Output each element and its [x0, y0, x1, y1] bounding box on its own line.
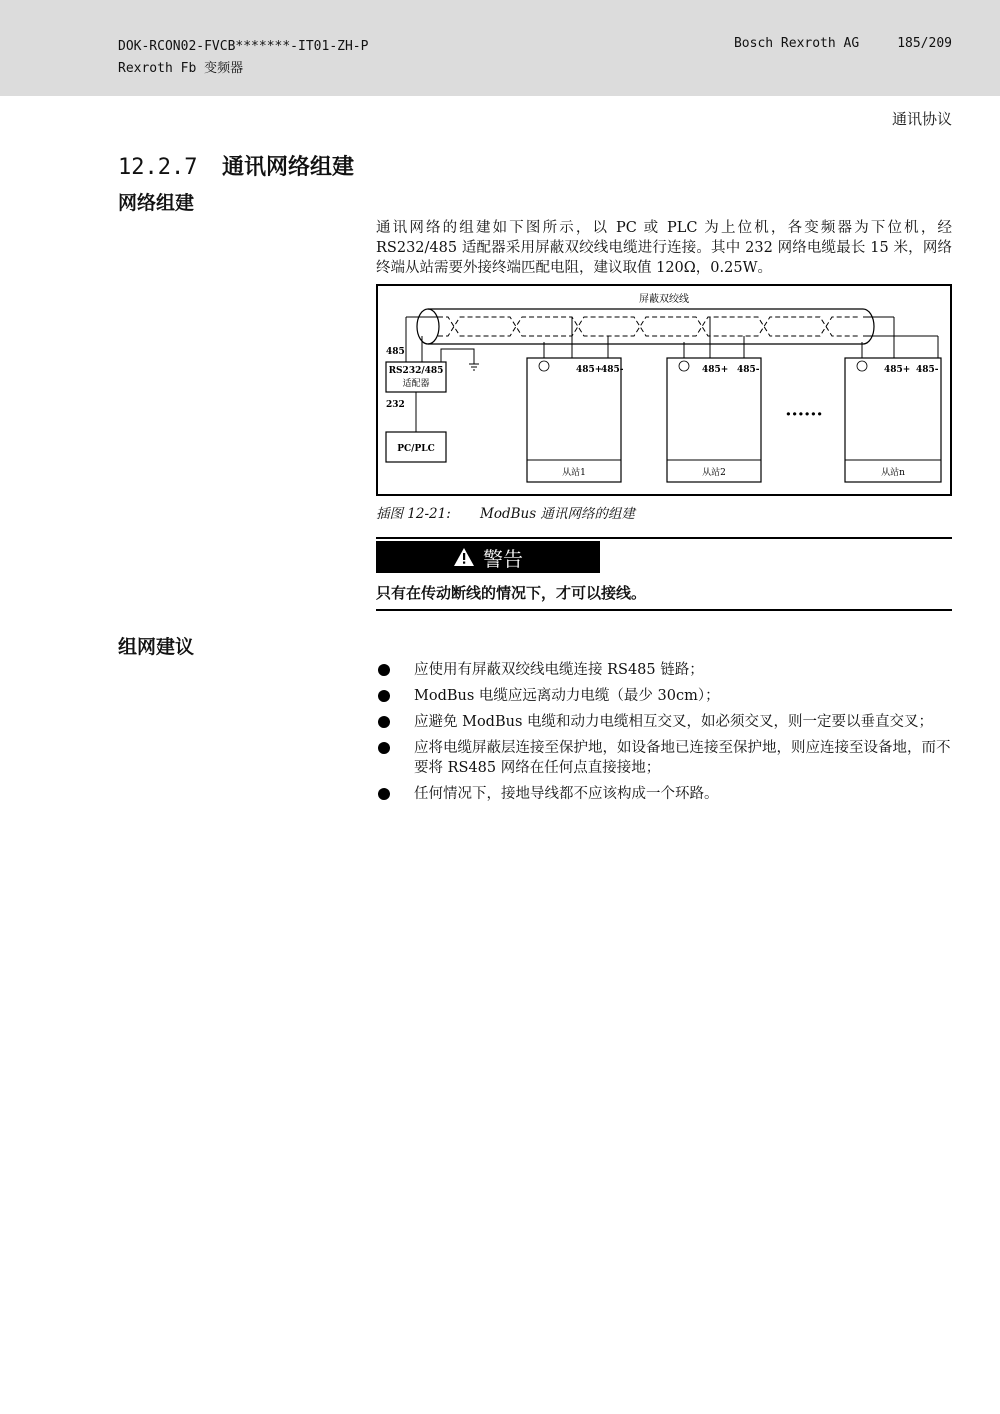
- page-header: [0, 0, 1000, 96]
- company-name: Bosch Rexroth AG: [733, 36, 860, 51]
- warning-label: 警告: [483, 546, 523, 571]
- network-diagram: [376, 284, 952, 496]
- figure-caption: [376, 502, 635, 522]
- list-item: 应使用有屏蔽双绞线电缆连接 RS485 链路；: [376, 660, 952, 680]
- list-item: 应将电缆屏蔽层连接至保护地，如设备地已连接至保护地，则应连接至设备地，而不要将 RS485 网络在任何点直接接地；: [376, 738, 952, 778]
- product-name: Rexroth Fb 变频器: [118, 61, 244, 76]
- svg-text:485-: 485-: [601, 365, 624, 375]
- pc-plc-label: PC/PLC: [397, 444, 435, 454]
- caption-number: 插图 12-21:: [376, 506, 451, 522]
- ellipsis-dots: ······: [785, 404, 823, 425]
- caption-text: ModBus 通讯网络的组建: [480, 506, 635, 522]
- bullet-icon: [378, 742, 390, 754]
- section-label: 通讯协议: [891, 110, 952, 128]
- svg-text:485+: 485+: [576, 365, 603, 375]
- adapter-line2: 适配器: [402, 379, 430, 389]
- svg-text:485+: 485+: [702, 365, 729, 375]
- section-title: 通讯网络组建: [222, 155, 355, 180]
- bullet-icon: [378, 788, 390, 800]
- warning-rule-bottom: [376, 609, 952, 611]
- cable-label: 屏蔽双绞线: [639, 294, 689, 305]
- header-left: [118, 36, 368, 80]
- header-right: [696, 36, 952, 51]
- label-232: 232: [386, 400, 405, 410]
- bullet-icon: [378, 664, 390, 676]
- list-item: ModBus 电缆应远离动力电缆（最少 30cm）；: [376, 686, 952, 706]
- page-number: 185/209: [897, 36, 952, 51]
- slave-1-label: 从站1: [562, 468, 586, 478]
- adapter-line1: RS232/485: [388, 366, 444, 376]
- subheading-network-setup: 网络组建: [118, 192, 195, 214]
- section-heading: [118, 150, 354, 181]
- section-number: 12.2.7: [118, 155, 198, 180]
- svg-text:485+: 485+: [884, 365, 911, 375]
- bullet-icon: [378, 690, 390, 702]
- label-485: 485: [386, 347, 405, 357]
- warning-rule-top: [376, 537, 952, 539]
- warning-triangle-icon: [453, 547, 475, 567]
- svg-text:485-: 485-: [737, 365, 760, 375]
- slave-2-label: 从站2: [702, 468, 726, 478]
- slave-n-label: 从站n: [881, 468, 905, 478]
- bullet-icon: [378, 716, 390, 728]
- advice-list: [376, 660, 952, 810]
- svg-text:485-: 485-: [916, 365, 939, 375]
- warning-text: 只有在传动断线的情况下，才可以接线。: [376, 584, 647, 602]
- subheading-network-advice: 组网建议: [118, 636, 195, 658]
- list-item: 应避免 ModBus 电缆和动力电缆相互交叉，如必须交叉，则一定要以垂直交叉；: [376, 712, 952, 732]
- intro-paragraph: 通讯网络的组建如下图所示，以 PC 或 PLC 为上位机，各变频器为下位机，经 RS232/485 适配器采用屏蔽双绞线电缆进行连接。其中 232 网络电缆最长 15 米，网络终端从站需要外接终端匹配电阻，建议取值 120Ω，0.25W。: [376, 220, 952, 276]
- warning-banner: [376, 541, 600, 573]
- doc-id: DOK-RCON02-FVCB*******-IT01-ZH-P: [118, 39, 369, 54]
- list-item: 任何情况下，接地导线都不应该构成一个环路。: [376, 784, 952, 804]
